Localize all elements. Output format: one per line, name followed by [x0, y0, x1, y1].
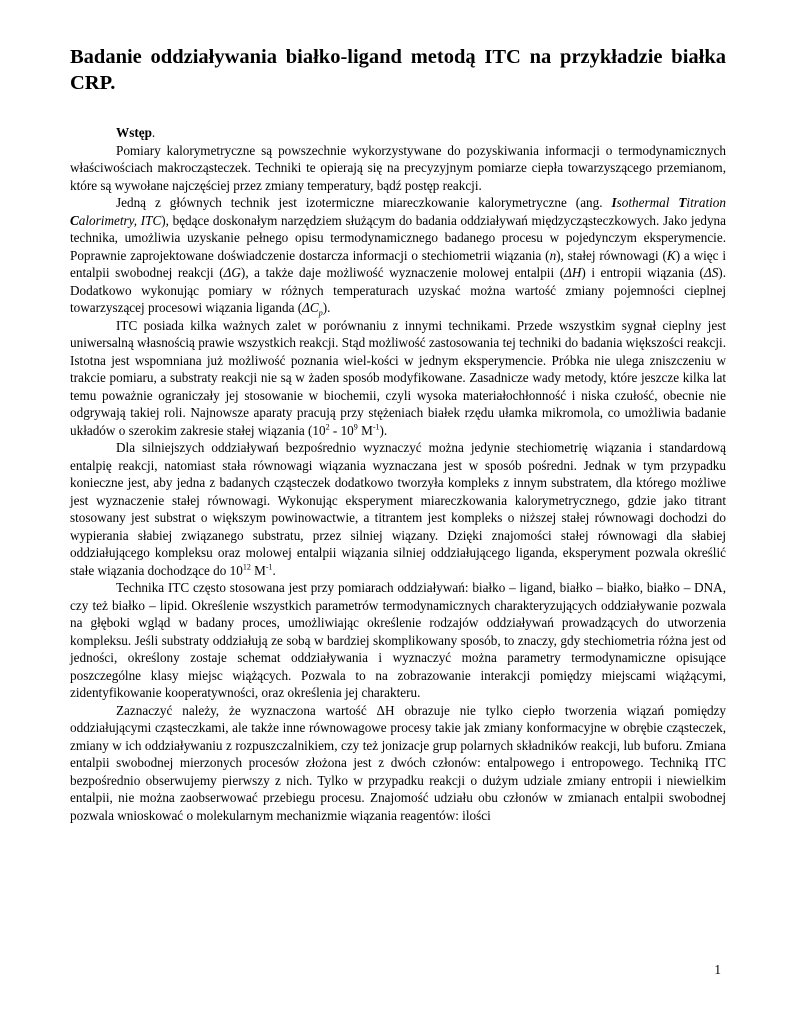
- text-run: alorimetry, ITC: [78, 212, 162, 228]
- symbol-k: K: [666, 247, 676, 263]
- superscript: 2: [325, 422, 330, 432]
- superscript: 12: [242, 562, 251, 572]
- text-run: - 10: [329, 422, 354, 438]
- superscript: -1: [372, 422, 380, 432]
- text-run: ) i entropii wiązania (: [581, 265, 704, 280]
- acronym-letter: I: [611, 195, 617, 210]
- document-body: [70, 124, 726, 824]
- text-run: Jedną z głównych technik jest izotermiczne miareczkowanie kalorymetryczne (ang.: [116, 195, 612, 210]
- section-heading-text: Wstęp: [116, 125, 152, 140]
- symbol-delta-c: ΔC: [302, 300, 319, 315]
- text-run: ), a także daje możliwość wyznaczenie molowej entalpii (: [240, 265, 565, 280]
- text-run: Dla silniejszych oddziaływań bezpośrednio wyznaczyć można jedynie stechiometrię wiązania i standardową entalpię reakcji, natomiast stała równowagi wiązania wyznaczana jest w sposób pośredni. Jednak w tym przypadku konieczne jest, aby jedna z badanych cząsteczek dodatkowo tworzyła kompleks z innym substratem, dla którego możliwe jest wyznaczenie stałej równowagi. Wykonując eksperyment miareczkowania kalorymetrycznego, gdzie jako titrant stosowany jest substrat o większym powinowactwie, a titrantem jest kompleks o niższej stałej równowagi dochodzi do wypierania słabiej związanego substratu, przez silniej wiązany. Dzięki znajomości stałej równowagi dla słabiej oddziałującego kompleksu oraz molowej entalpii wiązania silniej oddziałującego liganda, eksperyment pozwala określić stałe wiązania dochodzące do 10: [70, 440, 726, 578]
- symbol-n: n: [549, 247, 557, 263]
- paragraph-3: [70, 317, 726, 440]
- text-run: .: [272, 562, 276, 578]
- section-heading: [70, 124, 726, 142]
- text-run: M: [357, 422, 373, 438]
- page-number: 1: [714, 962, 721, 977]
- text-run: itration: [686, 195, 726, 210]
- symbol-delta-g: ΔG: [223, 265, 241, 280]
- paragraph-1: Pomiary kalorymetryczne są powszechnie wykorzystywane do pozyskiwania informacji o termodynamicznych właściwościach makrocząsteczek. Techniki te opierają się na precyzyjnym pomiarze ciepła towarzyszącego przemianom, które są wywołane najczęściej przez zmiany temperatury, bądź postęp reakcji.: [70, 142, 726, 193]
- text-run: ITC posiada kilka ważnych zalet w porównaniu z innymi technikami. Przede wszystkim sygnał cieplny jest uniwersalną własnością prawie wszystkich reakcji. Stąd możliwość zastosowania tej techniki do badania większości reakcji. Istotna jest wspomniana już możliwość poznania wiel-kości w jednym eksperymencie. Próbka nie ulega zniszczeniu w trakcie pomiaru, a substraty reakcji nie są w żaden sposób modyfikowane. Zasadnicze wady metody, które jeszcze kilka lat temu poważnie ograniczały jej stosowanie w biochemii, czyli wysoka materiałochłonność i niska czułość, obecnie nie odgrywają takiej roli. Najnowsze aparaty pracują przy stężeniach białek rzędu ułamka mikromola, co umożliwia badanie układów o szerokim zakresie stałej wiązania (10: [70, 317, 726, 438]
- symbol-delta-h: ΔH: [564, 265, 582, 280]
- superscript: 9: [353, 422, 358, 432]
- paragraph-2: [70, 194, 726, 317]
- acronym-letter: C: [70, 212, 79, 228]
- text-run: ). Dodatkowo wykonując pomiary w różnych temperaturach uzyskać można wartość zmiany pojemności cieplnej towarzyszącej procesowi wiązania liganda (: [70, 265, 726, 315]
- symbol-delta-s: ΔS: [703, 265, 719, 280]
- paragraph-5: Technika ITC często stosowana jest przy pomiarach oddziaływań: białko – ligand, białko – białko, białko – DNA, czy też białko – lipid. Określenie wszystkich parametrów termodynamicznych charakteryzujących oddziaływanie pozwala na głęboki wgląd w badany proces, umożliwiając określenie rodzajów oddziaływań prowadzących do utworzenia kompleksu. Jeśli substraty oddziałują ze sobą w bardziej skomplikowany sposób, to znaczy, gdy stechiometria różna jest od jedności, określony zostaje schemat oddziaływania i wyznaczyć można parametry termodynamiczne opisujące poszczególne klasy miejsc wiążących. Pozwala to na zobrazowanie interakcji pomiędzy miejscami wiążącymi, zidentyfikowanie kooperatywności, oraz określenia jej charakteru.: [70, 580, 726, 700]
- paragraph-6: Zaznaczyć należy, że wyznaczona wartość ΔH obrazuje nie tylko ciepło tworzenia wiązań pomiędzy oddziałującymi cząsteczkami, ale także inne równowagowe procesy takie jak zmiany konformacyjne w obrębie cząsteczek, zmiany w ich oddziaływaniu z rozpuszczalnikiem, czy też jonizacje grup polarnych składników reakcji, lub buforu. Zmiana entalpii swobodnej mierzonych procesów złożona jest z dwóch członów: entalpowego i entropowego. Techniką ITC bezpośrednio obserwujemy pierwszy z nich. Tylko w przypadku reakcji o dużym udziale zmiany entropii i niewielkim entalpii, nie można zaobserwować przebiegu procesu. Znajomość udziału obu członów w zmianach entalpii swobodnej pozwala wnioskować o molekularnym mechanizmie wiązania reagentów: ilości: [70, 702, 726, 823]
- superscript: -1: [265, 562, 273, 572]
- text-run: sothermal: [616, 195, 679, 210]
- paragraph-4: [70, 439, 726, 579]
- text-run: ).: [379, 422, 388, 438]
- text-run: ), będące doskonałym narzędziem służącym do badania oddziaływań międzycząsteczkowych. Jako jedyna technika, umożliwia uzyskanie pełnego opisu termodynamicznego badanego procesu w pojedynczym eksperymencie. Poprawnie zaprojektowane doświadczenie dostarcza informacji o stechiometrii wiązania (: [70, 212, 726, 263]
- text-run: ).: [322, 300, 331, 315]
- acronym-letter: T: [678, 195, 687, 210]
- document-title: Badanie oddziaływania białko-ligand metodą ITC na przykładzie białka CRP.: [70, 46, 726, 94]
- section-heading-punct: .: [151, 125, 156, 140]
- text-run: ) a więc i entalpii swobodnej reakcji (: [70, 247, 726, 280]
- text-run: ), stałej równowagi (: [556, 247, 667, 263]
- text-run: M: [250, 562, 266, 578]
- subscript-p: p: [318, 308, 323, 318]
